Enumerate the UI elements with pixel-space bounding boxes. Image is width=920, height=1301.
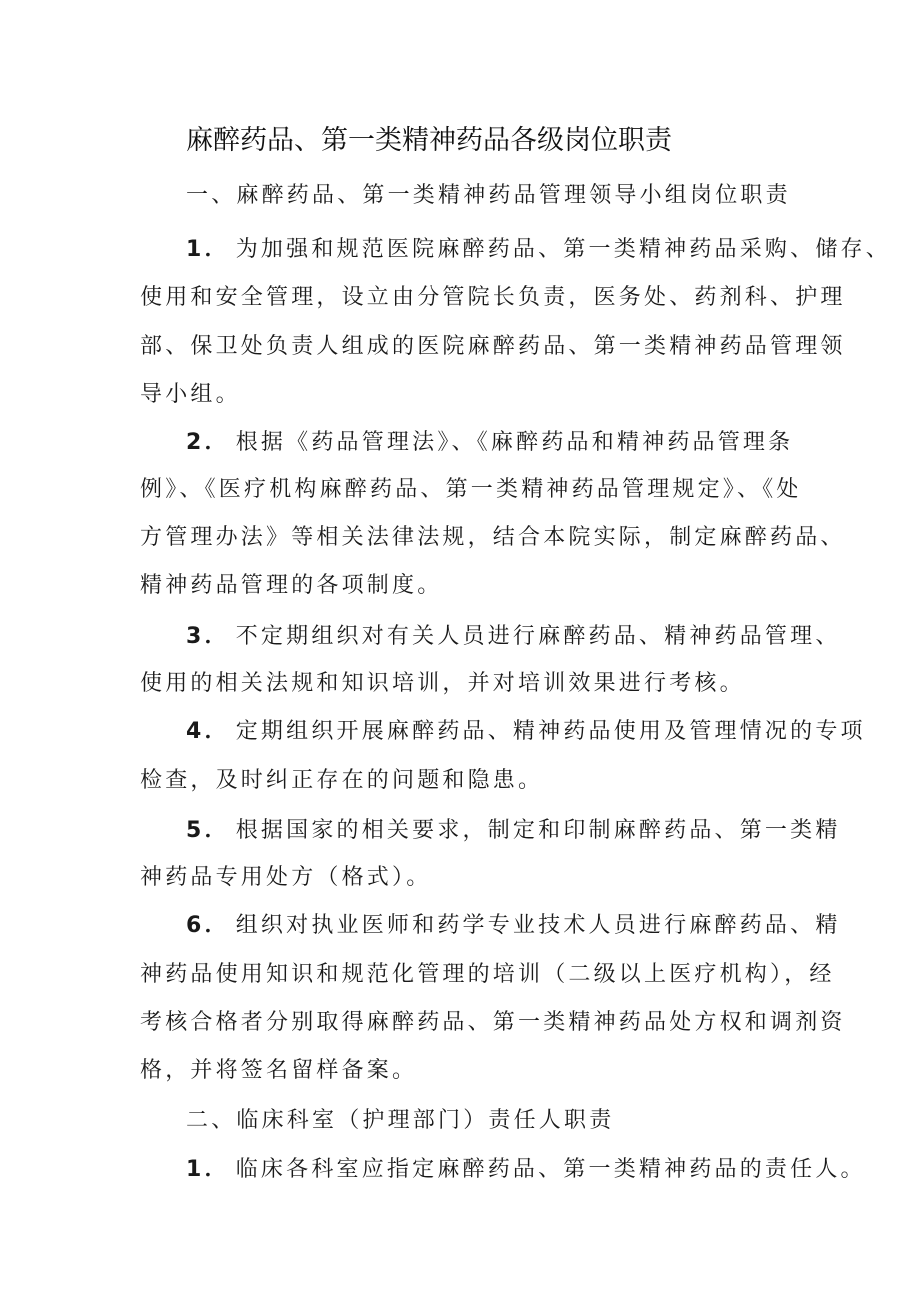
paragraph-line bbox=[186, 1152, 866, 1183]
paragraph-line bbox=[186, 619, 841, 650]
line-text: 为加强和规范医院麻醉药品、第一类精神药品采购、储存、 bbox=[235, 237, 891, 262]
item-number: 5． bbox=[186, 818, 230, 843]
section-heading-2: 二、临床科室（护理部门）责任人职责 bbox=[186, 1108, 615, 1133]
line-text: 组织对执业医师和药学专业技术人员进行麻醉药品、精 bbox=[235, 913, 841, 938]
item-number: 1． bbox=[186, 237, 230, 262]
paragraph-line: 导小组。 bbox=[140, 382, 241, 407]
paragraph-line: 神药品专用处方（格式）。 bbox=[140, 865, 432, 890]
item-number: 4． bbox=[186, 719, 230, 744]
line-text: 定期组织开展麻醉药品、精神药品使用及管理情况的专项 bbox=[235, 719, 866, 744]
paragraph-line: 神药品使用知识和规范化管理的培训（二级以上医疗机构），经 bbox=[140, 962, 835, 987]
paragraph-line bbox=[186, 232, 891, 263]
paragraph-line bbox=[186, 714, 866, 745]
item-number: 2． bbox=[186, 430, 230, 455]
document-title: 麻醉药品、第一类精神药品各级岗位职责 bbox=[186, 125, 672, 156]
paragraph-line: 使用的相关法规和知识培训，并对培训效果进行考核。 bbox=[140, 671, 745, 696]
paragraph-line: 部、保卫处负责人组成的医院麻醉药品、第一类精神药品管理领 bbox=[140, 334, 846, 359]
line-text: 根据《药品管理法》、《麻醉药品和精神药品管理条 bbox=[235, 430, 794, 455]
paragraph-line: 方管理办法》等相关法律法规，结合本院实际，制定麻醉药品、 bbox=[140, 525, 846, 550]
paragraph-line bbox=[186, 908, 841, 939]
line-text: 临床各科室应指定麻醉药品、第一类精神药品的责任人。 bbox=[235, 1157, 866, 1182]
paragraph-line: 格，并将签名留样备案。 bbox=[140, 1058, 418, 1083]
paragraph-line: 考核合格者分别取得麻醉药品、第一类精神药品处方权和调剂资 bbox=[140, 1010, 846, 1035]
paragraph-line bbox=[186, 813, 841, 844]
paragraph-line: 使用和安全管理，设立由分管院长负责，医务处、药剂科、护理 bbox=[140, 285, 846, 310]
paragraph-line: 例》、《医疗机构麻醉药品、第一类精神药品管理规定》、《处 bbox=[140, 477, 802, 502]
paragraph-line bbox=[186, 425, 793, 456]
section-heading-1: 一、麻醉药品、第一类精神药品管理领导小组岗位职责 bbox=[186, 183, 791, 208]
item-number: 1． bbox=[186, 1157, 230, 1182]
paragraph-line: 精神药品管理的各项制度。 bbox=[140, 573, 443, 598]
item-number: 3． bbox=[186, 624, 230, 649]
paragraph-line: 检查，及时纠正存在的问题和隐患。 bbox=[140, 768, 544, 793]
item-number: 6． bbox=[186, 913, 230, 938]
line-text: 不定期组织对有关人员进行麻醉药品、精神药品管理、 bbox=[235, 624, 841, 649]
line-text: 根据国家的相关要求，制定和印制麻醉药品、第一类精 bbox=[235, 818, 841, 843]
